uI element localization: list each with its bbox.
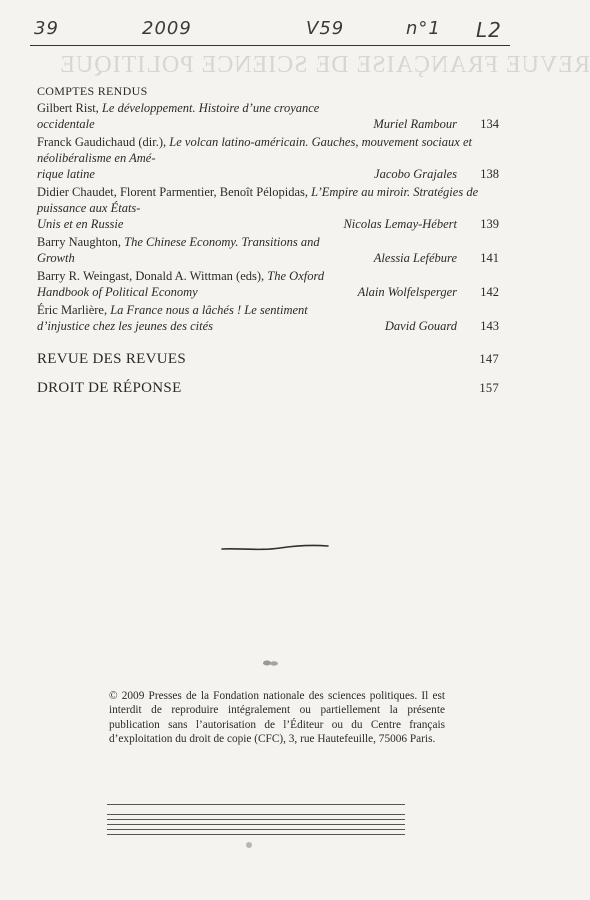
entry-authors: Gilbert Rist, bbox=[37, 101, 99, 115]
entry-page-number: 138 bbox=[480, 167, 499, 181]
entry-lead bbox=[37, 302, 499, 318]
entry-title: The Chinese Economy. Transitions and bbox=[124, 235, 320, 249]
entry-tail bbox=[37, 216, 499, 232]
entry-title: Le volcan latino-américain. Gauches, mouvement sociaux et néolibéralisme en Amé- bbox=[37, 135, 472, 165]
entry-authors: Barry R. Weingast, Donald A. Wittman (eds), bbox=[37, 269, 265, 283]
handwritten-volume: 39 bbox=[34, 18, 59, 39]
entry-page-number: 141 bbox=[480, 251, 499, 265]
toc-entry bbox=[37, 268, 499, 300]
handwritten-year: 2009 bbox=[142, 18, 192, 39]
entry-authors: Éric Marlière, bbox=[37, 303, 108, 317]
entry-title-continued: Unis et en Russie bbox=[37, 217, 124, 231]
entry-lead bbox=[37, 268, 499, 284]
handwritten-issue: n°1 bbox=[406, 18, 441, 39]
section-page-number: 147 bbox=[479, 352, 499, 366]
show-through-header: REVUE FRANÇAISE DE SCIENCE POLITIQUE bbox=[59, 52, 590, 78]
top-rule bbox=[30, 45, 510, 46]
entry-page-number: 142 bbox=[480, 285, 499, 299]
entry-reviewer: Jacobo Grajales bbox=[374, 167, 457, 181]
entry-reviewer: David Gouard bbox=[384, 319, 457, 333]
bottom-rule-block bbox=[107, 804, 405, 839]
entry-reviewer: Muriel Rambour bbox=[373, 117, 457, 131]
toc-entry bbox=[37, 302, 499, 334]
paper-mark-icon bbox=[246, 842, 252, 848]
section-revue-des-revues bbox=[37, 351, 499, 368]
handwritten-flourish-icon bbox=[220, 540, 330, 554]
table-of-contents bbox=[37, 84, 499, 397]
entry-lead bbox=[37, 234, 499, 250]
entry-lead bbox=[37, 184, 499, 216]
entry-lead bbox=[37, 134, 499, 166]
section-page-number: 157 bbox=[479, 381, 499, 395]
entry-title: La France nous a lâchés ! Le sentiment bbox=[110, 303, 308, 317]
toc-entry bbox=[37, 134, 499, 182]
copyright-notice: © 2009 Presses de la Fondation nationale des sciences politiques. Il est interdit de reproduire intégralement ou partiellement la présente publication sans l’autorisation de l’Éditeur ou du Centre français d’exploitation du droit de copie (CFC), 3, rue Hautefeuille, 75006 Paris. bbox=[109, 690, 445, 745]
entry-tail bbox=[37, 318, 499, 334]
rule-line bbox=[107, 814, 405, 815]
entry-tail bbox=[37, 166, 499, 182]
ink-smudge-icon bbox=[262, 659, 280, 667]
entry-page-number: 134 bbox=[480, 117, 499, 131]
entry-title-continued: Growth bbox=[37, 251, 75, 265]
entry-tail bbox=[37, 284, 499, 300]
entry-title-continued: Handbook of Political Economy bbox=[37, 285, 198, 299]
entry-lead bbox=[37, 100, 499, 116]
entry-page-number: 139 bbox=[480, 217, 499, 231]
entry-title-continued: rique latine bbox=[37, 167, 95, 181]
entry-reviewer: Nicolas Lemay-Hébert bbox=[343, 217, 457, 231]
entry-title: Le développement. Histoire d’une croyance bbox=[101, 101, 320, 115]
entry-page-number: 143 bbox=[480, 319, 499, 333]
entry-reviewer: Alessia Lefébure bbox=[373, 251, 457, 265]
section-label: REVUE DES REVUES bbox=[37, 351, 186, 367]
entry-reviewer: Alain Wolfelsperger bbox=[357, 285, 457, 299]
section-label: DROIT DE RÉPONSE bbox=[37, 380, 182, 396]
entry-title: L’Empire au miroir. Stratégies de puissance aux États- bbox=[37, 185, 479, 215]
handwritten-shelf-mark: L2 bbox=[476, 18, 502, 42]
rule-line bbox=[107, 819, 405, 820]
section-droit-de-reponse bbox=[37, 380, 499, 397]
rule-line bbox=[107, 804, 405, 805]
entry-title-continued: d’injustice chez les jeunes des cités bbox=[37, 319, 213, 333]
entry-tail bbox=[37, 116, 499, 132]
toc-entry bbox=[37, 100, 499, 132]
rule-line bbox=[107, 829, 405, 830]
entry-authors: Franck Gaudichaud (dir.), bbox=[37, 135, 167, 149]
toc-entry bbox=[37, 184, 499, 232]
handwritten-annotations bbox=[34, 14, 504, 44]
entry-authors: Barry Naughton, bbox=[37, 235, 122, 249]
entry-tail bbox=[37, 250, 499, 266]
handwritten-volume-code: V59 bbox=[306, 18, 345, 39]
entry-title-continued: occidentale bbox=[37, 117, 95, 131]
section-heading-comptes-rendus: COMPTES RENDUS bbox=[37, 84, 148, 98]
entry-authors: Didier Chaudet, Florent Parmentier, Benoît Pélopidas, bbox=[37, 185, 308, 199]
toc-entry bbox=[37, 234, 499, 266]
entry-title: The Oxford bbox=[267, 269, 325, 283]
rule-line bbox=[107, 834, 405, 835]
rule-line bbox=[107, 824, 405, 825]
